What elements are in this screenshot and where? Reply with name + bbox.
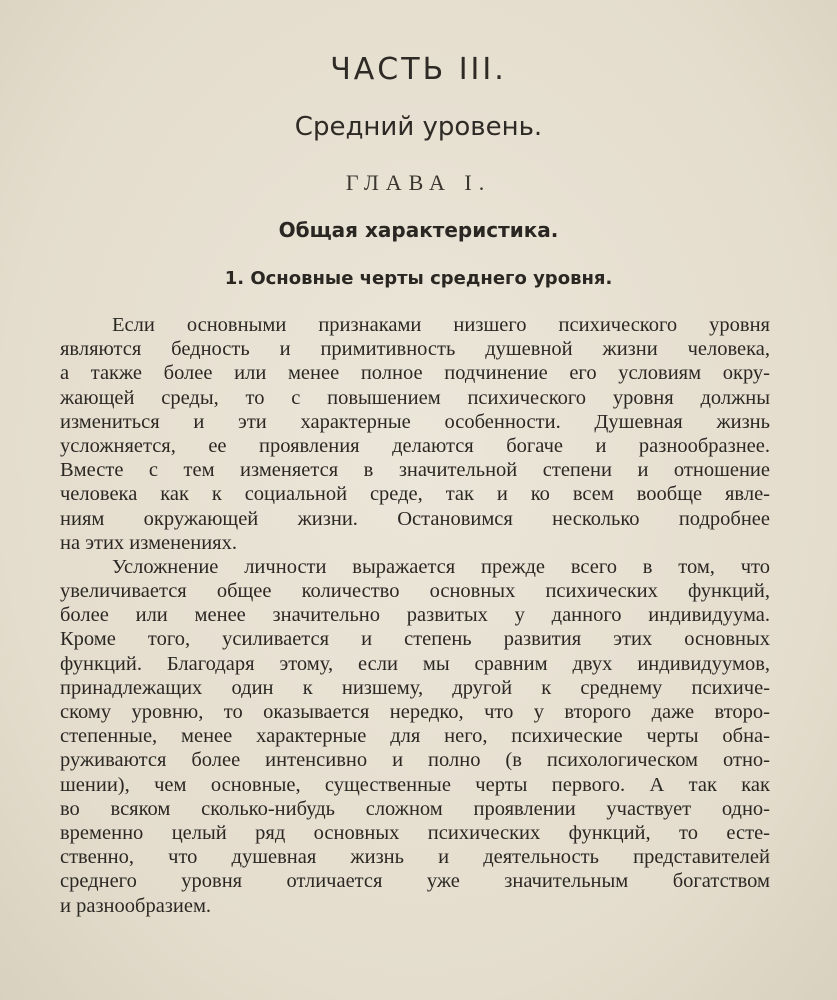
level-title: Средний уровень. [294,112,543,142]
text-line: функций. Благодаря этому, если мы сравним двух индивидуумов, [60,652,770,675]
text-line: среднего уровня отличается уже значительным богатством [60,870,770,893]
text-line: степенные, менее характерные для него, психические черты обна- [60,725,770,748]
text-line: жающей среды, то с повышением психического уровня должны [60,386,770,409]
text-line: увеличивается общее количество основных психических функций, [60,580,770,603]
text-line: во всяком сколько-нибудь сложном проявлении участвует одно- [60,797,770,820]
text-line: усложняется, ее проявления делаются богаче и разнообразнее. [60,434,770,457]
part-title: ЧАСТЬ III. [330,52,507,87]
text-line: и разнообразием. [60,894,212,917]
text-line: являются бедность и примитивность душевной жизни человека, [60,338,770,361]
section-title: 1. Основные черты среднего уровня. [224,268,613,289]
text-line: а также более или менее полное подчинение его условиям окру- [60,362,770,385]
text-line: Кроме того, усиливается и степень развития этих основных [60,628,770,651]
text-line: измениться и эти характерные особенности. Душевная жизнь [60,410,770,433]
text-line: Усложнение личности выражается прежде всего в том, что [112,555,770,578]
text-line: Вместе с тем изменяется в значительной степени и отношение [60,459,770,482]
text-line: ственно, что душевная жизнь и деятельность представителей [60,846,770,869]
body-text [60,313,770,918]
chapter-heading: ГЛАВА I. [345,170,492,195]
text-line: скому уровню, то оказывается нередко, что у второго даже второ- [60,701,770,723]
text-line: более или менее значительно развитых у данного индивидуума. [60,604,770,627]
text-line: ниям окружающей жизни. Остановимся несколько подробнее [60,507,770,530]
text-line: шении), чем основные, существенные черты первого. А так как [60,773,770,796]
text-line: руживаются более интенсивно и полно (в психологическом отно- [60,749,770,772]
text-line: человека как к социальной среде, так и ко всем вообще явле- [60,483,770,506]
text-line: на этих изменениях. [60,531,237,554]
text-line: временно целый ряд основных психических функций, то есте- [60,821,770,844]
text-line: Если основными признаками низшего психического уровня [112,314,770,336]
text-line: принадлежащих один к низшему, другой к среднему психиче- [60,676,770,699]
chapter-name: Общая характеристика. [278,218,559,242]
